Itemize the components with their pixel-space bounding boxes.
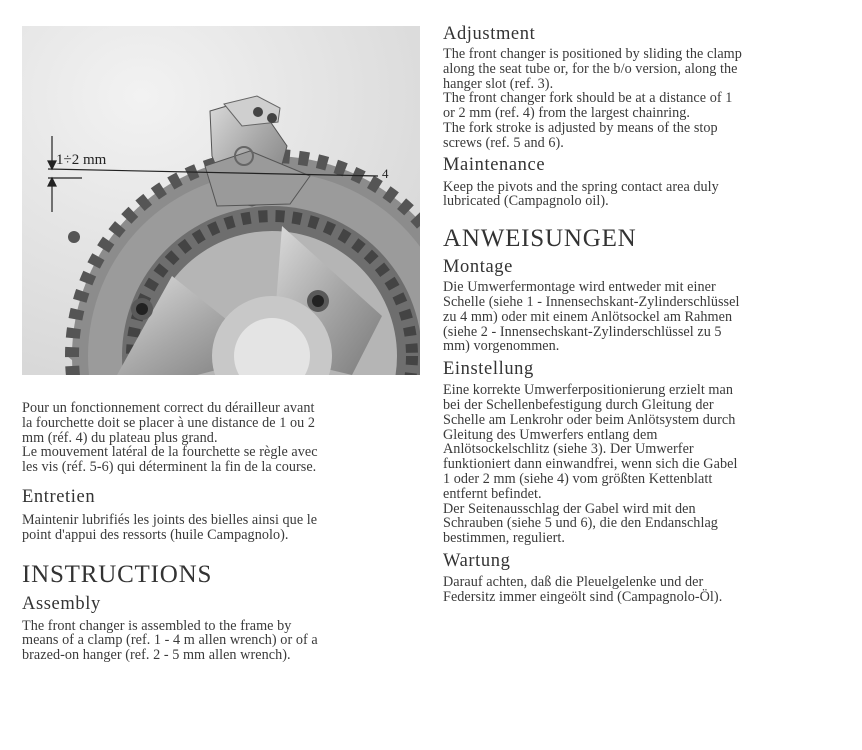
front-derailleur-photo [22, 26, 420, 375]
wartung-paragraph: Darauf achten, daß die Pleuelgelenke und der Federsitz immer eingeölt sind (Campagnolo-Öl). [443, 573, 723, 605]
instructions-heading: INSTRUCTIONS [22, 560, 213, 588]
anweisungen-heading: ANWEISUNGEN [443, 225, 637, 253]
left-column [22, 26, 420, 663]
einstellung-heading: Einstellung [443, 359, 534, 380]
wartung-heading: Wartung [443, 550, 511, 571]
assembly-paragraph: The front changer is assembled to the frame by means of a clamp (ref. 1 - 4 m allen wrench) or of a brazed-on hanger (ref. 2 - 5 mm allen wrench). [22, 617, 318, 664]
assembly-heading: Assembly [22, 593, 101, 614]
maintenance-paragraph: Keep the pivots and the spring contact area duly lubricated (Campagnolo oil). [443, 178, 719, 210]
einstellung-paragraph: Eine korrekte Umwerferpositionierung erzielt man bei der Schellenbefestigung durch Gleitung der Schelle am Lenkrohr oder beim Anlötsystem durch Gleitung des Umwerfers entlang dem Anlötsockelschlitz (siehe 3). Der Umwerfer funktioniert dann einwandfrei, wenn sich die Gabel 1 oder 2 mm (siehe 4) vom größten Kettenblatt entfernt befindet. Der Seitenausschlag der Gabel wird mit den Schrauben (siehe 5 und 6), die den Endanschlag bestimmen, reguliert. [443, 382, 738, 547]
entretien-paragraph: Maintenir lubrifiés les joints des bielles ainsi que le point d'appui des ressorts (huile Campagnolo). [22, 511, 318, 543]
entretien-heading: Entretien [22, 486, 96, 507]
reference-label: 4 [382, 166, 389, 181]
adjustment-heading: Adjustment [443, 24, 536, 44]
right-column [443, 24, 843, 605]
montage-heading: Montage [443, 257, 513, 278]
maintenance-heading: Maintenance [443, 154, 546, 175]
adjustment-paragraph: The front changer is positioned by sliding the clamp along the seat tube or, for the b/o version, along the hanger slot (ref. 3). The front changer fork should be at a distance of 1 or 2 mm (ref. 4) from the largest chainring. The fork stroke is adjusted by means of the stop screws (ref. 5 and 6). [443, 46, 742, 151]
montage-paragraph: Die Umwerfermontage wird entweder mit einer Schelle (siehe 1 - Innensechskant-Zylinderschlüssel zu 4 mm) oder mit einem Anlötsockel am Rahmen (siehe 2 - Innensechskant-Zylinderschlüssel zu 5 mm) vorgenommen. [443, 279, 740, 355]
chainring-illustration [22, 26, 420, 375]
dimension-label: 1÷2 mm [56, 152, 107, 168]
french-adjustment-paragraph: Pour un fonctionnement correct du dérailleur avant la fourchette doit se placer à une distance de 1 ou 2 mm (réf. 4) du plateau plus grand. Le mouvement latéral de la fourchette se règle avec les vis (réf. 5-6) qui déterminent la fin de la course. [22, 400, 318, 476]
